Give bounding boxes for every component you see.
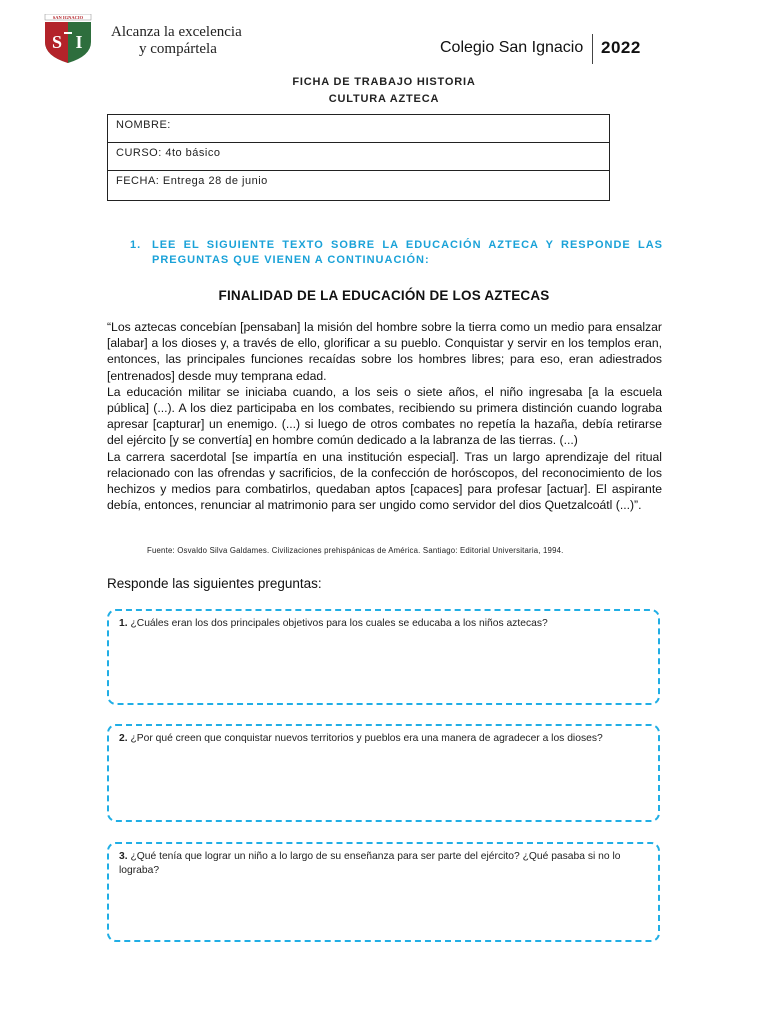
question-number: 1. — [119, 618, 128, 629]
question-text: ¿Cuáles eran los dos principales objetivos para los cuales se educaba a los niños aztecas? — [130, 618, 548, 629]
school-name: Colegio San Ignacio — [440, 39, 584, 56]
question-box-3[interactable] — [107, 842, 660, 942]
svg-text:SAN IGNACIO: SAN IGNACIO — [52, 15, 84, 20]
instruction-text: LEE EL SIGUIENTE TEXTO SOBRE LA EDUCACIÓN AZTECA Y RESPONDE LAS PREGUNTAS QUE VIENEN A CONTINUACIÓN: — [152, 239, 663, 266]
question-number: 3. — [119, 851, 128, 862]
school-crest-logo — [40, 14, 96, 64]
instruction — [130, 238, 663, 268]
question-text: ¿Por qué creen que conquistar nuevos territorios y pueblos era una manera de agradecer a los dioses? — [130, 733, 603, 744]
instruction-number: 1. — [130, 239, 142, 251]
question-box-2[interactable] — [107, 724, 660, 822]
reading-source: Fuente: Osvaldo Silva Galdames. Civilizaciones prehispánicas de América. Santiago: Editorial Universitaria, 1994. — [147, 546, 564, 555]
name-field[interactable]: NOMBRE: — [108, 115, 609, 143]
worksheet-title: FICHA DE TRABAJO HISTORIA — [292, 76, 476, 88]
worksheet-subtitle: CULTURA AZTECA — [328, 93, 440, 105]
reading-paragraph-2: La educación militar se iniciaba cuando, a los seis o siete años, el niño ingresaba [a la escuela pública] (...). A los diez participaba en los combates, recibiendo su primera distinción cuando lograba apresar [capturar] un enemigo. (...) si luego de otros combates no repetía la hazaña, debía retirarse del ejército [y se convertía] en hombre común dedicado a la labranza de las tierras. (...) — [107, 384, 662, 448]
svg-text:I: I — [75, 32, 83, 52]
reading-text — [107, 319, 662, 513]
header-divider — [592, 34, 593, 64]
reading-paragraph-3: La carrera sacerdotal [se impartía en una institución especial]. Tras un largo aprendizaje del ritual relacionado con las ofrendas y sacrificios, de la confección de horóscopos, del reconocimiento de los hechizos y medios para combatirlos, quedaban aptos [capaces] para profesar [actuar]. El aspirante debía, entonces, renunciar al matrimonio para ser ungido como servidor del dios Quetzalcoátl (...)”. — [107, 449, 662, 513]
motto-line-1: Alcanza la excelencia — [111, 24, 242, 40]
school-motto — [111, 24, 242, 58]
questions-heading: Responde las siguientes preguntas: — [107, 576, 322, 591]
svg-text:S: S — [51, 32, 63, 52]
reading-title: FINALIDAD DE LA EDUCACIÓN DE LOS AZTECAS — [218, 288, 550, 303]
question-box-1[interactable] — [107, 609, 660, 705]
reading-paragraph-1: “Los aztecas concebían [pensaban] la misión del hombre sobre la tierra como un medio para ensalzar [alabar] a los dioses y, a través de ello, glorificar a su pueblo. Conquistar y servir en los templos eran, entonces, las principales funciones recaídas sobre los hombres libres; para eso, eran adiestrados [entrenados] desde muy temprana edad. — [107, 320, 662, 383]
school-year: 2022 — [601, 38, 641, 57]
date-field: FECHA: Entrega 28 de junio — [116, 175, 268, 187]
student-info-table — [107, 114, 610, 201]
motto-line-2: y compártela — [139, 41, 217, 57]
question-number: 2. — [119, 733, 128, 744]
course-field: CURSO: 4to básico — [108, 143, 609, 171]
question-text: ¿Qué tenía que lograr un niño a lo largo de su enseñanza para ser parte del ejército? ¿Qué pasaba si no lo lograba? — [119, 851, 621, 876]
